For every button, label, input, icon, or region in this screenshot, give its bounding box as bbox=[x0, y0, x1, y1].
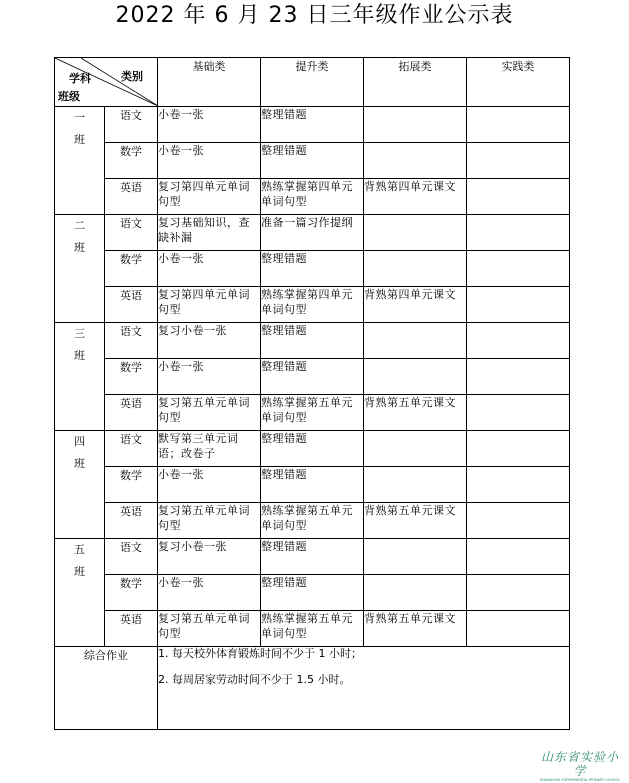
column-header-extend: 拓展类 bbox=[364, 58, 467, 107]
homework-cell: 整理错题 bbox=[261, 539, 364, 575]
homework-table bbox=[54, 57, 570, 730]
homework-cell bbox=[467, 539, 570, 575]
table-row bbox=[55, 287, 570, 323]
homework-cell bbox=[364, 323, 467, 359]
homework-cell: 小卷一张 bbox=[158, 575, 261, 611]
table-row bbox=[55, 143, 570, 179]
homework-cell bbox=[467, 395, 570, 431]
homework-cell bbox=[467, 179, 570, 215]
homework-cell: 默写第三单元词语；改卷子 bbox=[158, 431, 261, 467]
table-row bbox=[55, 467, 570, 503]
corner-subject-label: 学科 bbox=[69, 72, 91, 85]
homework-cell: 复习第五单元单词句型 bbox=[158, 395, 261, 431]
homework-cell: 小卷一张 bbox=[158, 107, 261, 143]
homework-cell: 背熟第四单元课文 bbox=[364, 287, 467, 323]
table-row bbox=[55, 323, 570, 359]
homework-cell bbox=[467, 503, 570, 539]
corner-category-label: 类别 bbox=[121, 70, 143, 83]
homework-cell bbox=[467, 359, 570, 395]
corner-header-cell bbox=[55, 58, 158, 107]
homework-cell: 背熟第四单元课文 bbox=[364, 179, 467, 215]
homework-cell: 复习第四单元单词句型 bbox=[158, 287, 261, 323]
school-logo bbox=[535, 750, 625, 783]
homework-cell bbox=[364, 107, 467, 143]
homework-cell: 熟练掌握第五单元单词句型 bbox=[261, 503, 364, 539]
homework-cell bbox=[364, 539, 467, 575]
homework-cell: 背熟第五单元课文 bbox=[364, 611, 467, 647]
subject-label: 英语 bbox=[105, 395, 158, 431]
homework-cell: 小卷一张 bbox=[158, 359, 261, 395]
homework-cell bbox=[364, 575, 467, 611]
corner-class-label: 班级 bbox=[58, 90, 80, 103]
column-header-practice: 实践类 bbox=[467, 58, 570, 107]
homework-cell: 整理错题 bbox=[261, 143, 364, 179]
homework-cell bbox=[364, 467, 467, 503]
homework-cell: 整理错题 bbox=[261, 431, 364, 467]
homework-cell bbox=[467, 323, 570, 359]
homework-cell: 复习小卷一张 bbox=[158, 323, 261, 359]
homework-cell bbox=[467, 287, 570, 323]
homework-cell bbox=[467, 611, 570, 647]
subject-label: 英语 bbox=[105, 503, 158, 539]
homework-cell bbox=[364, 215, 467, 251]
homework-cell bbox=[364, 251, 467, 287]
column-header-improve: 提升类 bbox=[261, 58, 364, 107]
homework-cell: 熟练掌握第五单元单词句型 bbox=[261, 395, 364, 431]
page-title: 2022 年 6 月 23 日三年级作业公示表 bbox=[115, 3, 514, 28]
homework-cell: 小卷一张 bbox=[158, 251, 261, 287]
homework-cell: 熟练掌握第五单元单词句型 bbox=[261, 611, 364, 647]
subject-label: 语文 bbox=[105, 323, 158, 359]
homework-cell: 复习第五单元单词句型 bbox=[158, 611, 261, 647]
homework-cell: 复习第四单元单词句型 bbox=[158, 179, 261, 215]
subject-label: 英语 bbox=[105, 287, 158, 323]
class-label: 五 班 bbox=[55, 539, 105, 647]
homework-cell: 整理错题 bbox=[261, 575, 364, 611]
homework-cell: 整理错题 bbox=[261, 467, 364, 503]
homework-cell: 整理错题 bbox=[261, 323, 364, 359]
table-row bbox=[55, 395, 570, 431]
homework-cell: 整理错题 bbox=[261, 251, 364, 287]
subject-label: 英语 bbox=[105, 611, 158, 647]
summary-label: 综合作业 bbox=[55, 647, 158, 730]
subject-label: 语文 bbox=[105, 431, 158, 467]
table-row bbox=[55, 215, 570, 251]
table-row bbox=[55, 179, 570, 215]
summary-content bbox=[158, 647, 570, 730]
homework-cell: 小卷一张 bbox=[158, 143, 261, 179]
homework-cell bbox=[364, 143, 467, 179]
subject-label: 数学 bbox=[105, 143, 158, 179]
logo-english-text: SHANDONG EXPERIMENTAL PRIMARY SCHOOL bbox=[539, 778, 621, 782]
class-label: 二 班 bbox=[55, 215, 105, 323]
homework-cell bbox=[467, 215, 570, 251]
summary-line: 1. 每天校外体育锻炼时间不少于 1 小时； bbox=[158, 647, 362, 660]
table-row bbox=[55, 251, 570, 287]
class-label: 三 班 bbox=[55, 323, 105, 431]
table-row bbox=[55, 431, 570, 467]
homework-cell bbox=[364, 359, 467, 395]
subject-label: 英语 bbox=[105, 179, 158, 215]
subject-label: 语文 bbox=[105, 107, 158, 143]
homework-cell: 背熟第五单元课文 bbox=[364, 503, 467, 539]
homework-cell: 熟练掌握第四单元单词句型 bbox=[261, 287, 364, 323]
homework-cell: 熟练掌握第四单元单词句型 bbox=[261, 179, 364, 215]
logo-chinese-text: 山东省实验小学 bbox=[540, 750, 619, 778]
homework-cell bbox=[467, 107, 570, 143]
column-header-basic: 基础类 bbox=[158, 58, 261, 107]
table-row bbox=[55, 107, 570, 143]
homework-cell: 复习小卷一张 bbox=[158, 539, 261, 575]
summary-line: 2. 每周居家劳动时间不少于 1.5 小时。 bbox=[158, 673, 351, 686]
homework-cell: 小卷一张 bbox=[158, 467, 261, 503]
subject-label: 数学 bbox=[105, 359, 158, 395]
homework-cell: 复习第五单元单词句型 bbox=[158, 503, 261, 539]
homework-cell bbox=[364, 431, 467, 467]
subject-label: 数学 bbox=[105, 251, 158, 287]
homework-cell bbox=[467, 143, 570, 179]
table-row bbox=[55, 575, 570, 611]
table-row bbox=[55, 359, 570, 395]
homework-cell: 背熟第五单元课文 bbox=[364, 395, 467, 431]
table-row bbox=[55, 539, 570, 575]
homework-cell bbox=[467, 431, 570, 467]
subject-label: 数学 bbox=[105, 575, 158, 611]
subject-label: 数学 bbox=[105, 467, 158, 503]
subject-label: 语文 bbox=[105, 539, 158, 575]
homework-cell bbox=[467, 575, 570, 611]
homework-cell: 整理错题 bbox=[261, 107, 364, 143]
table-row bbox=[55, 611, 570, 647]
class-label: 四 班 bbox=[55, 431, 105, 539]
homework-cell: 准备一篇习作提纲 bbox=[261, 215, 364, 251]
subject-label: 语文 bbox=[105, 215, 158, 251]
table-row bbox=[55, 503, 570, 539]
homework-cell: 整理错题 bbox=[261, 359, 364, 395]
homework-cell: 复习基础知识，查缺补漏 bbox=[158, 215, 261, 251]
class-label: 一 班 bbox=[55, 107, 105, 215]
homework-cell bbox=[467, 467, 570, 503]
homework-cell bbox=[467, 251, 570, 287]
